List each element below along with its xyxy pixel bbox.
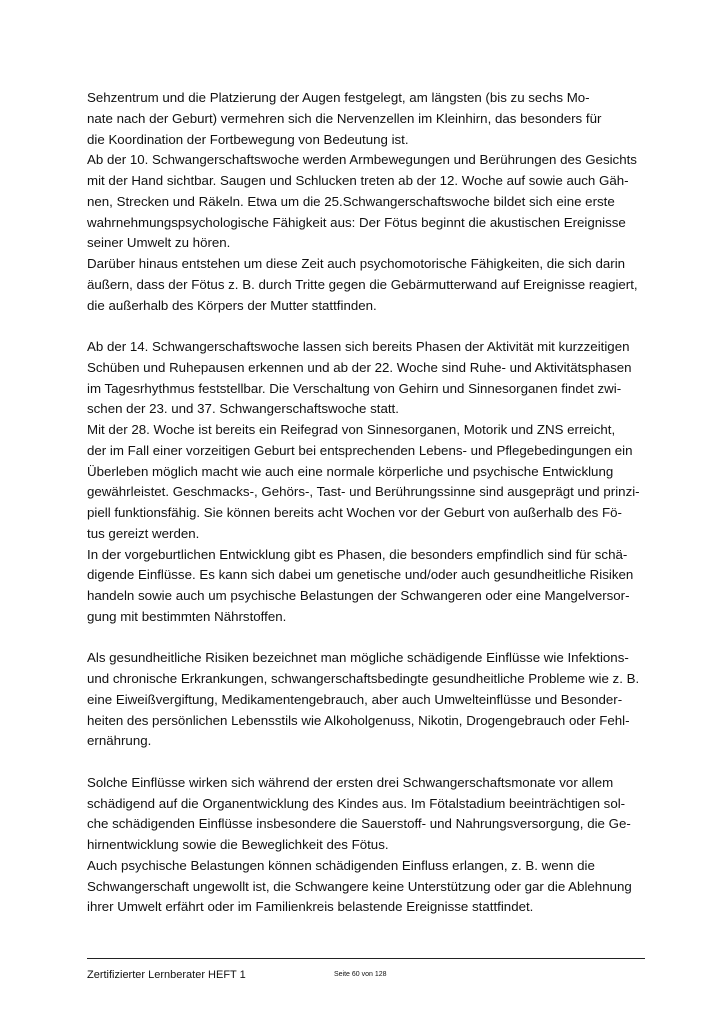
text-line: In der vorgeburtlichen Entwicklung gibt es Phasen, die besonders empfindlich sind für schä- bbox=[87, 546, 628, 562]
text-line: wahrnehmungspsychologische Fähigkeit aus: Der Fötus beginnt die akustischen Ereignisse bbox=[87, 214, 626, 230]
text-line: Schwangerschaft ungewollt ist, die Schwangere keine Unterstützung oder gar die Ablehnung bbox=[87, 878, 632, 894]
text-line: Solche Einflüsse wirken sich während der ersten drei Schwangerschaftsmonate vor allem bbox=[87, 774, 614, 790]
text-line: und chronische Erkrankungen, schwangerschaftsbedingte gesundheitliche Probleme wie z. B. bbox=[87, 671, 640, 686]
text-line: Auch psychische Belastungen können schädigenden Einfluss erlangen, z. B. wenn die bbox=[87, 857, 595, 873]
text-line: Ab der 14. Schwangerschaftswoche lassen sich bereits Phasen der Aktivität mit kurzzeitigen bbox=[87, 339, 630, 354]
text-line: heiten des persönlichen Lebensstils wie Alkoholgenuss, Nikotin, Drogengebrauch oder Fehl- bbox=[87, 712, 630, 728]
footer-page-number: Seite 60 von 128 bbox=[334, 971, 387, 978]
text-line: Schüben und Ruhepausen erkennen und ab der 22. Woche sind Ruhe- und Aktivitätsphasen bbox=[87, 359, 632, 375]
paragraph-break bbox=[87, 316, 647, 337]
footer-divider bbox=[87, 958, 645, 959]
text-line: schen der 23. und 37. Schwangerschaftswoche statt. bbox=[87, 401, 399, 417]
text-line: gung mit bestimmten Nährstoffen. bbox=[87, 608, 287, 624]
text-line: tus gereizt werden. bbox=[87, 525, 200, 541]
text-line: digende Einflüsse. Es kann sich dabei um genetische und/oder auch gesundheitliche Risiken bbox=[87, 567, 634, 583]
text-line: Ab der 10. Schwangerschaftswoche werden Armbewegungen und Berührungen des Gesichts bbox=[87, 152, 637, 168]
paragraph-break bbox=[87, 628, 647, 649]
text-line: die Koordination der Fortbewegung von Bedeutung ist. bbox=[87, 131, 409, 147]
text-line: Mit der 28. Woche ist bereits ein Reifegrad von Sinnesorganen, Motorik und ZNS erreicht, bbox=[87, 422, 616, 437]
text-line: die außerhalb des Körpers der Mutter stattfinden. bbox=[87, 297, 377, 313]
text-line: che schädigenden Einflüsse insbesondere die Sauerstoff- und Nahrungsversorgung, die Ge- bbox=[87, 816, 631, 832]
text-line: mit der Hand sichtbar. Saugen und Schlucken treten ab der 12. Woche auf sowie auch Gäh- bbox=[87, 173, 629, 188]
text-line: eine Eiweißvergiftung, Medikamentengebrauch, aber auch Umwelteinflüsse und Besonder- bbox=[87, 691, 623, 707]
text-line: hirnentwicklung sowie die Beweglichkeit des Fötus. bbox=[87, 837, 389, 852]
text-line: handeln sowie auch um psychische Belastungen der Schwangeren oder eine Mangelversor- bbox=[87, 588, 630, 603]
text-line: seiner Umwelt zu hören. bbox=[87, 235, 231, 251]
text-line: nate nach der Geburt) vermehren sich die Nervenzellen im Kleinhirn, das besonders für bbox=[87, 110, 602, 126]
footer-title: Zertifizierter Lernberater HEFT 1 bbox=[87, 969, 246, 981]
text-line: gewährleistet. Geschmacks-, Gehörs-, Tast- und Berührungssinne sind ausgeprägt und prinzi- bbox=[87, 484, 640, 500]
text-line: Darüber hinaus entstehen um diese Zeit auch psychomotorische Fähigkeiten, die sich darin bbox=[87, 256, 626, 271]
text-line: Sehzentrum und die Platzierung der Augen festgelegt, am längsten (bis zu sechs Mo- bbox=[87, 90, 590, 105]
text-line: piell funktionsfähig. Sie können bereits acht Wochen vor der Geburt von außerhalb des Fö- bbox=[87, 505, 622, 520]
text-line: der im Fall einer vorzeitigen Geburt bei entsprechenden Lebens- und Pflegebedingungen ein bbox=[87, 442, 633, 458]
text-line: ihrer Umwelt erfährt oder im Familienkreis belastende Ereignisse stattfindet. bbox=[87, 899, 534, 915]
text-line: schädigend auf die Organentwicklung des Kindes aus. Im Fötalstadium beeinträchtigen sol- bbox=[87, 795, 626, 811]
text-line: Überleben möglich macht wie auch eine normale körperliche und psychische Entwicklung bbox=[87, 463, 614, 479]
paragraph-break bbox=[87, 752, 647, 773]
body-text bbox=[87, 88, 647, 918]
text-line: nen, Strecken und Räkeln. Etwa um die 25.Schwangerschaftswoche bildet sich eine erste bbox=[87, 193, 615, 209]
text-line: äußern, dass der Fötus z. B. durch Tritte gegen die Gebärmutterwand auf Ereignisse reagiert, bbox=[87, 276, 638, 292]
text-line: ernährung. bbox=[87, 733, 152, 749]
text-line: Als gesundheitliche Risiken bezeichnet man mögliche schädigende Einflüsse wie Infektions- bbox=[87, 650, 629, 666]
text-line: im Tagesrhythmus feststellbar. Die Verschaltung von Gehirn und Sinnesorganen findet zwi- bbox=[87, 380, 622, 396]
